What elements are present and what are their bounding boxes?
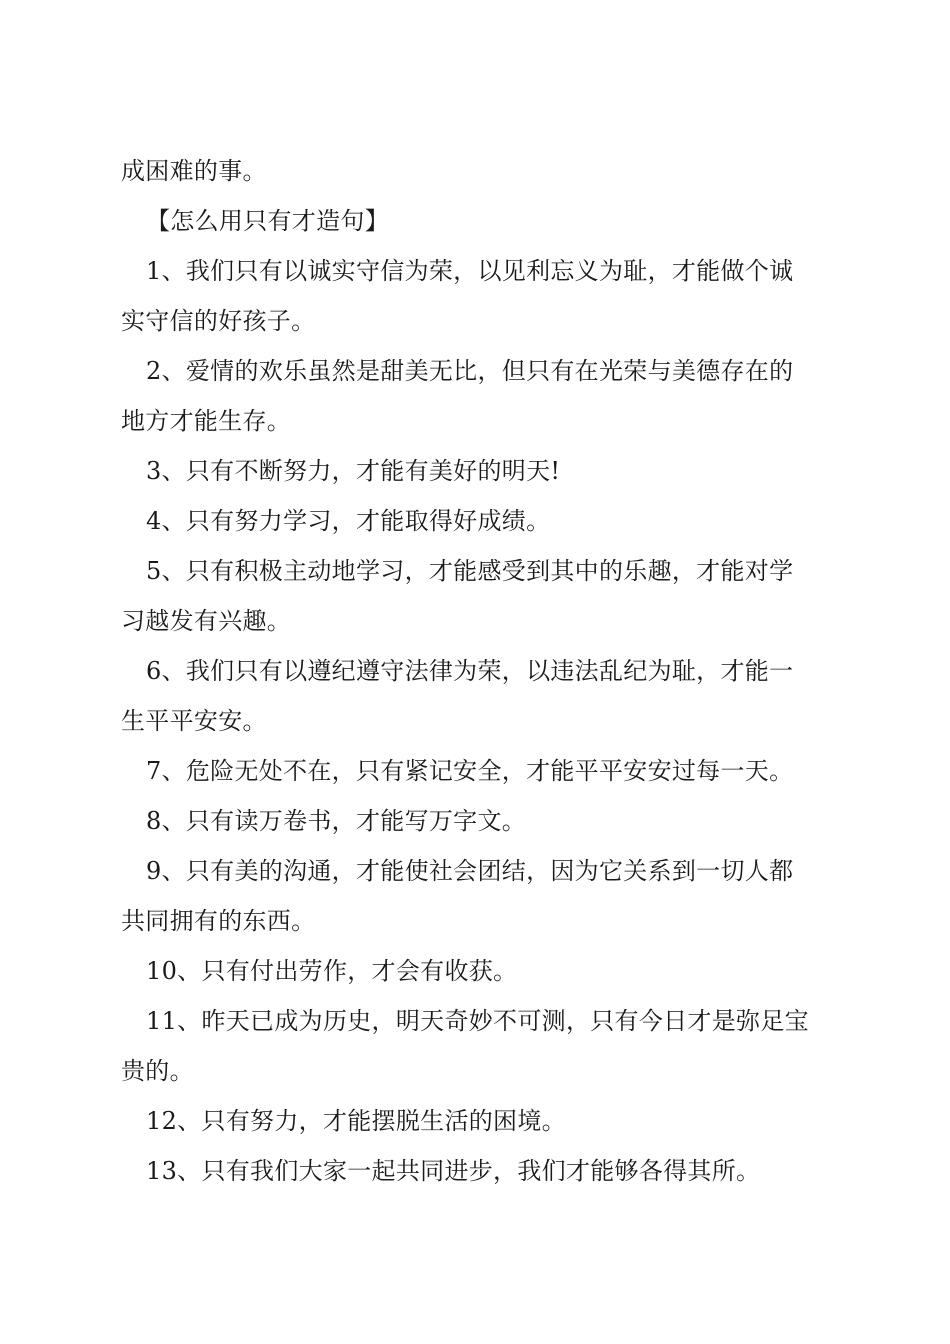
text-line: 实守信的好孩子。 (121, 307, 316, 335)
text-line: 共同拥有的东西。 (121, 907, 316, 935)
text-line: 7、危险无处不在，只有紧记安全，才能平平安安过每一天。 (146, 757, 794, 785)
text-line: 2、爱情的欢乐虽然是甜美无比，但只有在光荣与美德存在的 (146, 357, 794, 385)
text-line: 贵的。 (121, 1057, 194, 1085)
text-line: 成困难的事。 (121, 157, 267, 185)
section-heading: 【怎么用只有才造句】 (146, 207, 389, 235)
document-body (121, 146, 833, 1196)
text-line: 生平平安安。 (121, 707, 267, 735)
text-line: 12、只有努力，才能摆脱生活的困境。 (146, 1107, 566, 1135)
text-line: 地方才能生存。 (121, 407, 292, 435)
text-line: 11、昨天已成为历史，明天奇妙不可测，只有今日才是弥足宝 (146, 1007, 809, 1035)
text-line: 13、只有我们大家一起共同进步，我们才能够各得其所。 (146, 1157, 761, 1185)
text-line: 10、只有付出劳作，才会有收获。 (146, 957, 518, 985)
text-line: 习越发有兴趣。 (121, 607, 292, 635)
text-line: 3、只有不断努力，才能有美好的明天! (146, 457, 561, 485)
text-line: 1、我们只有以诚实守信为荣，以见利忘义为耻，才能做个诚 (146, 257, 794, 285)
text-line: 6、我们只有以遵纪遵守法律为荣，以违法乱纪为耻，才能一 (146, 657, 794, 685)
text-line: 9、只有美的沟通，才能使社会团结，因为它关系到一切人都 (146, 857, 794, 885)
text-line: 5、只有积极主动地学习，才能感受到其中的乐趣，才能对学 (146, 557, 794, 585)
text-line: 8、只有读万卷书，才能写万字文。 (146, 807, 527, 835)
text-line: 4、只有努力学习，才能取得好成绩。 (146, 507, 551, 535)
